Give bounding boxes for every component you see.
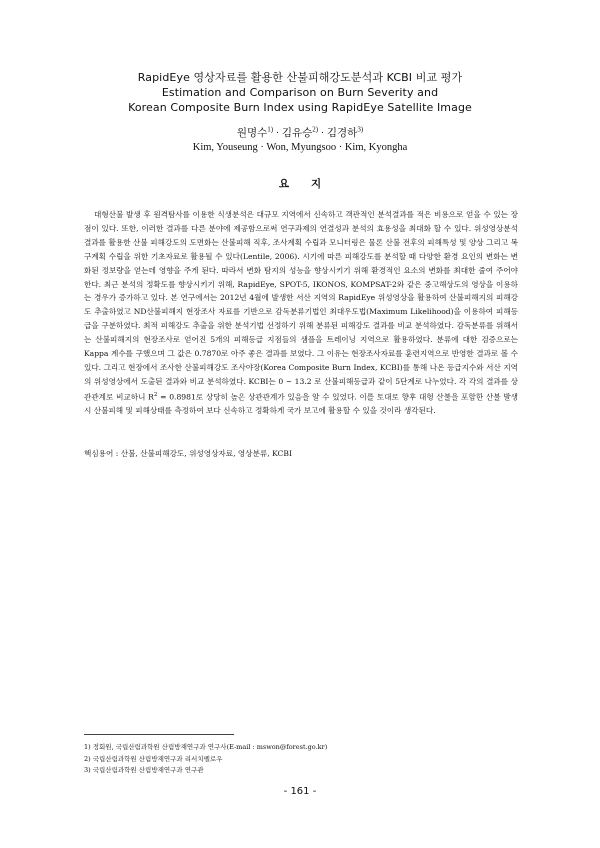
title-english-line-1: Estimation and Comparison on Burn Severity and — [161, 86, 439, 99]
author-1: 원명수 — [236, 128, 268, 139]
abstract-body — [84, 208, 518, 418]
footnotes — [84, 742, 518, 777]
author-3-affiliation-mark: 3) — [357, 125, 364, 134]
author-1-affiliation-mark: 1) — [267, 125, 274, 134]
author-2: 김유승 — [281, 128, 313, 139]
authors-english: Kim, Youseung · Won, Myungsoo · Kim, Kyongha — [192, 142, 408, 153]
footnote-divider — [84, 734, 234, 735]
paper-title — [0, 70, 600, 115]
r-squared-superscript: 2 — [153, 391, 158, 398]
footnote-3: 3) 국립산림과학원 산림방재연구과 연구관 — [84, 766, 204, 774]
author-separator: · — [273, 128, 282, 139]
keywords-text: 산불, 산불피해강도, 위성영상자료, 영상분류, KCBI — [120, 449, 292, 458]
footnote-1: 1) 정회원, 국립산림과학원 산림방재연구과 연구사(E-mail : mswon@forest.go.kr) — [84, 743, 328, 751]
title-korean: RapidEye 영상자료를 활용한 산불피해강도분석과 KCBI 비교 평가 — [137, 71, 463, 84]
abstract-heading: 요지 — [278, 178, 344, 190]
keywords — [84, 447, 518, 461]
author-block — [0, 127, 600, 155]
abstract-text: 대형산불 발생 후 원격탐사를 이용한 식생분석은 대규모 지역에서 신속하고 객관적인 분석결과를 적은 비용으로 얻을 수 있는 장점이 있다. 또한, 이러한 결과를 다른 분야에 제공함으로써 연구과제의 연결성과 분석의 효용성을 최대화 할 수 있다. 위성영상분석결과를 활용한 산불 피해강도의 도면화는 산불피해 직후, 조사계획 수립과 모니터링은 물론 산불 전후의 피해특성 및 양상 그리고 복구계획 수립을 위한 기초자료로 활용될 수 있다(Lentile, 2006). 시기에 따른 피해강도를 분석할 때 다양한 환경 요인의 변화는 변화된 정보량을 얻는데 영향을 주게 된다. 따라서 변화 탐지의 성능을 향상시키기 위해 환경적인 요소의 변화를 최대한 줄여 주어야 한다. 최근 분석의 정확도를 향상시키기 위해, RapidEye, SPOT-5, IKONOS, KOMPSAT-2와 같은 중고해상도의 영상을 이용하는 경우가 증가하고 있다. 본 연구에서는 2012년 4월에 발생한 서산 지역의 RapidEye 위성영상을 활용하여 산불피해지의 피해강도 추출하였고 ND산불피해지 현장조사 자료를 기반으로 감독분류기법인 최대우도법(Maximum Likelihood)을 이용하여 피해등급을 구분하였다. 최적 피해강도 추출을 위한 분석기법 선정하기 위해 분류된 피해강도 결과를 비교 분석하였다. 감독분류를 위해서는 산불피해지의 현장조사로 얻어진 5개의 피해등급 지점들의 샘플을 트레이닝 지역으로 활용하였다. 분류에 대한 검증으로는 Kappa 계수를 구했으며 그 값은 0.7870로 아주 좋은 결과를 보였다. 그 이유는 현장조사자료를 훈련지역으로 반영한 결과로 볼 수 있다. 그리고 현장에서 조사한 산불피해강도 조사야장(Korea Composite Burn Index, KCBI)를 통해 나온 등급지수와 서산 지역의 위성영상에서 도출된 결과와 비교 분석하였다. KCBI는 0 ~ 13.2 로 산불피해등급과 같이 5단계로 나누었다. 각 각의 결과를 상관관계로 비교하니 R — [84, 210, 518, 402]
author-separator: · — [318, 128, 327, 139]
abstract-text-continued: = 0.8981로 상당히 높은 상관관계가 있음을 알 수 있었다. 이를 토대로 향후 대형 산불을 포함한 산불 발생 시 산불피해 및 피해상태를 측정하여 보다 신속하고 정확하게 국가 보고에 활용할 수 있을 것이라 생각된다. — [84, 392, 518, 416]
title-english-line-2: Korean Composite Burn Index using RapidEye Satellite Image — [128, 101, 472, 114]
keywords-label: 핵심용어 : — [84, 449, 121, 458]
author-2-affiliation-mark: 2) — [312, 125, 319, 134]
author-3: 김경하 — [326, 128, 358, 139]
footnote-2: 2) 국립산림과학원 산림방재연구과 리서치펠로우 — [84, 754, 223, 763]
page-number: - 161 - — [283, 786, 317, 797]
authors-korean — [0, 127, 600, 141]
